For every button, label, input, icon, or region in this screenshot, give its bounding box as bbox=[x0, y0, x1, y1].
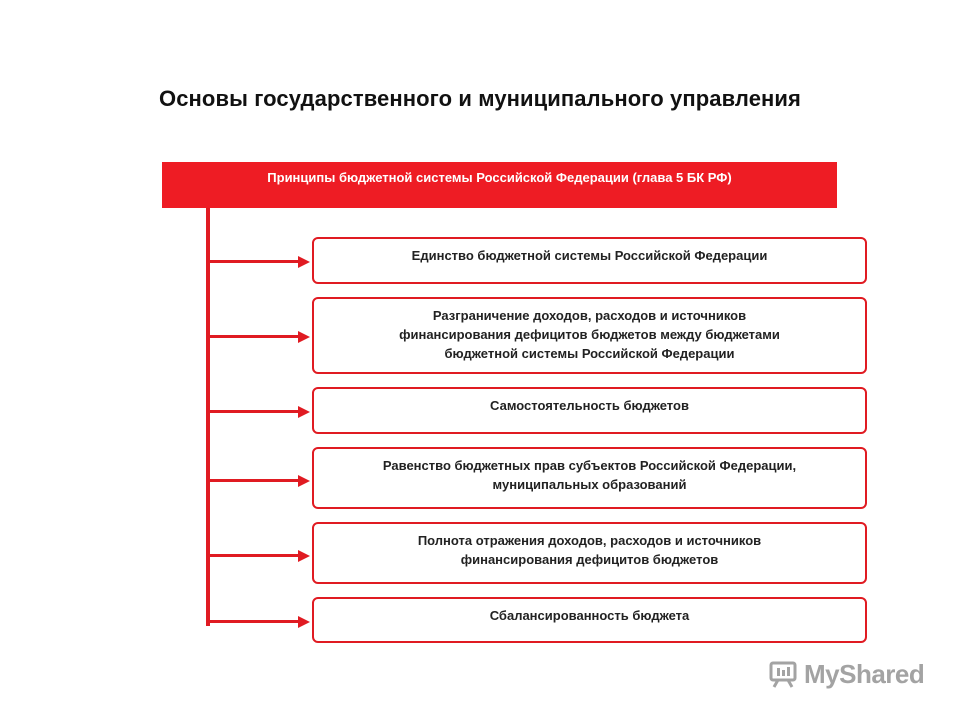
connector-branch-3 bbox=[208, 410, 302, 413]
watermark bbox=[768, 656, 924, 692]
connector-branch-2 bbox=[208, 335, 302, 338]
connector-branch-4 bbox=[208, 479, 302, 482]
principle-box-independence: Самостоятельность бюджетов bbox=[312, 387, 867, 434]
principle-box-delimitation: Разграничение доходов, расходов и источников финансирования дефицитов бюджетов между бюджетами бюджетной системы Российской Федерации bbox=[312, 297, 867, 374]
principle-box-balance: Сбалансированность бюджета bbox=[312, 597, 867, 643]
arrow-right-icon bbox=[298, 616, 310, 628]
connector-branch-5 bbox=[208, 554, 302, 557]
arrow-right-icon bbox=[298, 256, 310, 268]
watermark-text: MyShared bbox=[804, 658, 925, 689]
arrow-right-icon bbox=[298, 475, 310, 487]
arrow-right-icon bbox=[298, 331, 310, 343]
arrow-right-icon bbox=[298, 406, 310, 418]
principle-box-equality: Равенство бюджетных прав субъектов Российской Федерации, муниципальных образований bbox=[312, 447, 867, 509]
connector-branch-6 bbox=[208, 620, 302, 623]
arrow-right-icon bbox=[298, 550, 310, 562]
principle-box-unity: Единство бюджетной системы Российской Федерации bbox=[312, 237, 867, 284]
connector-trunk bbox=[206, 208, 210, 626]
principles-header: Принципы бюджетной системы Российской Федерации (глава 5 БК РФ) bbox=[162, 162, 837, 208]
page-title: Основы государственного и муниципального управления bbox=[159, 86, 801, 111]
myshared-logo-icon bbox=[768, 659, 798, 689]
principle-box-completeness: Полнота отражения доходов, расходов и источников финансирования дефицитов бюджетов bbox=[312, 522, 867, 584]
connector-branch-1 bbox=[208, 260, 302, 263]
